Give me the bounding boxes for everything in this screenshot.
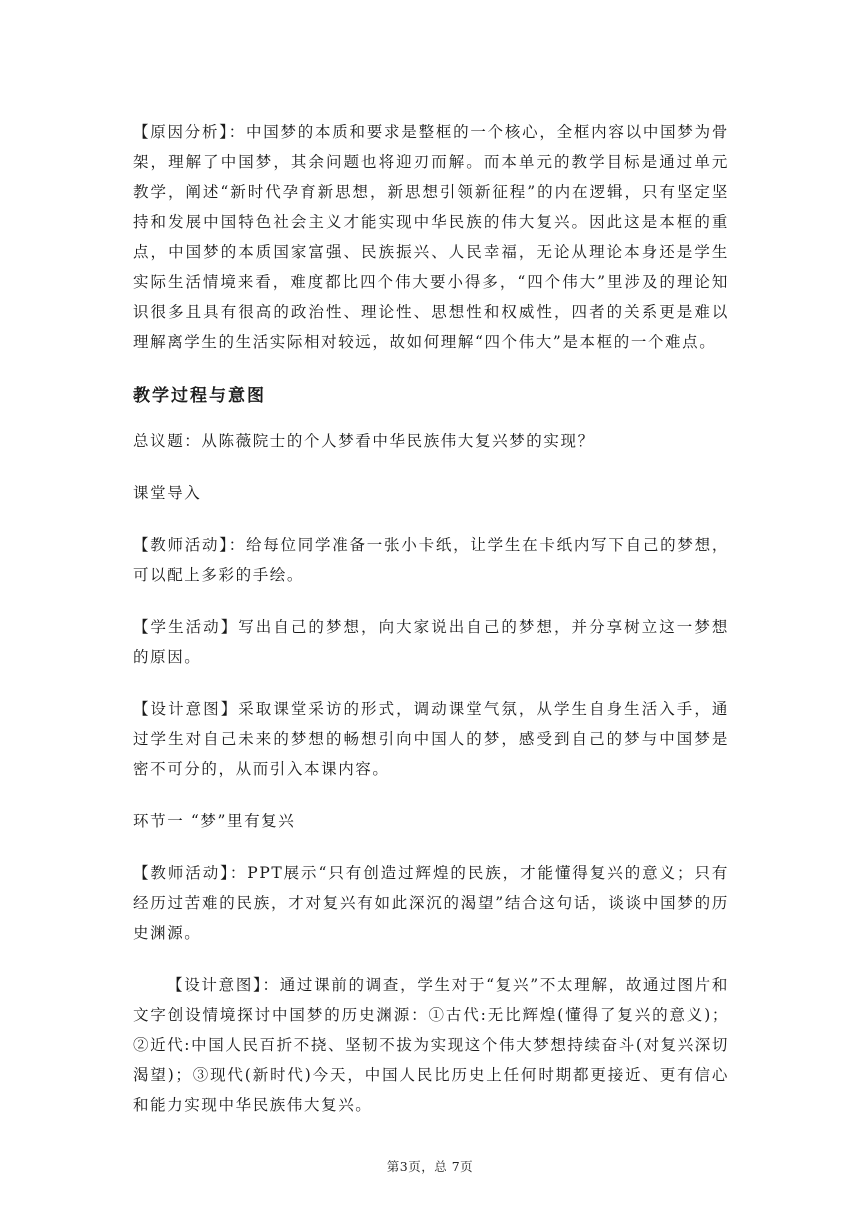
- paragraph-student-activity-1: 【学生活动】写出自己的梦想，向大家说出自己的梦想，并分享树立这一梦想的原因。: [133, 618, 729, 666]
- paragraph-lesson-intro: 课堂导入: [133, 484, 202, 502]
- paragraph-design-intent-1: 【设计意图】采取课堂采访的形式，调动课堂气氛，从学生自身生活入手，通过学生对自己未来的梦想的畅想引向中国人的梦，感受到自己的梦与中国梦是密不可分的，从而引入本课内容。: [133, 700, 729, 778]
- paragraph-teacher-activity-2: 【教师活动】：PPT展示“只有创造过辉煌的民族，才能懂得复兴的意义；只有经历过苦难的民族，才对复兴有如此深沉的渴望”结合这句话，谈谈中国梦的历史渊源。: [133, 864, 729, 942]
- paragraph-teacher-activity-1: 【教师活动】：给每位同学准备一张小卡纸，让学生在卡纸内写下自己的梦想，可以配上多彩的手绘。: [133, 536, 729, 584]
- page-footer: [0, 1157, 860, 1175]
- paragraph-segment-one: 环节一 “梦”里有复兴: [133, 812, 296, 830]
- paragraph-main-question: 总议题：从陈薇院士的个人梦看中华民族伟大复兴梦的实现？: [133, 432, 595, 450]
- paragraph-reason-analysis: 【原因分析】：中国梦的本质和要求是整框的一个核心，全框内容以中国梦为骨架，理解了中国梦，其余问题也将迎刃而解。而本单元的教学目标是通过单元教学，阐述“新时代孕育新思想，新思想引领新征程”的内在逻辑，只有坚定坚持和发展中国特色社会主义才能实现中华民族的伟大复兴。因此这是本框的重点，中国梦的本质国家富强、民族振兴、人民幸福，无论从理论本身还是学生实际生活情境来看，难度都比四个伟大要小得多，“四个伟大”里涉及的理论知识很多且具有很高的政治性、理论性、思想性和权威性，四者的关系更是难以理解离学生的生活实际相对较远，故如何理解“四个伟大”是本框的一个难点。: [133, 123, 729, 351]
- document-body: [133, 117, 729, 1120]
- section-heading: 教学过程与意图: [133, 386, 266, 406]
- page-number-indicator: 第3页，总 7页: [386, 1159, 474, 1174]
- paragraph-design-intent-2: 【设计意图】：通过课前的调查，学生对于“复兴”不太理解，故通过图片和文字创设情境探讨中国梦的历史渊源：①古代:无比辉煌(懂得了复兴的意义)；②近代:中国人民百折不挠、坚韧不拔为实现这个伟大梦想持续奋斗(对复兴深切渴望)；③现代(新时代)今天，中国人民比历史上任何时期都更接近、更有信心和能力实现中华民族伟大复兴。: [133, 976, 729, 1114]
